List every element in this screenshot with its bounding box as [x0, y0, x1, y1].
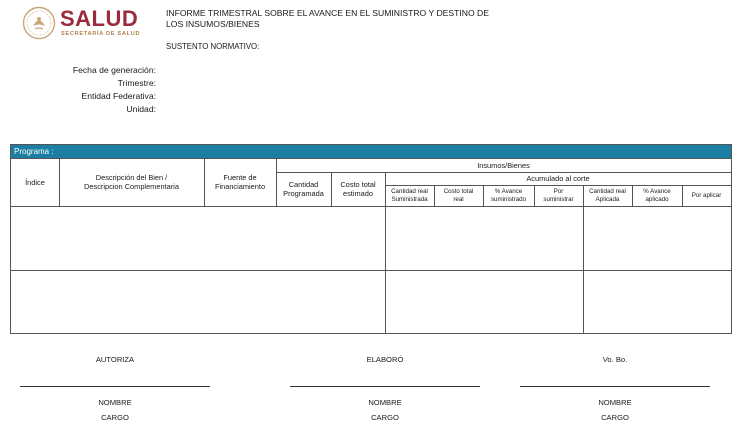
normative-label: SUSTENTO NORMATIVO: [166, 42, 260, 51]
col-description: Descripción del Bien / Descripcion Complementaria [84, 173, 179, 191]
report-title: INFORME TRIMESTRAL SOBRE EL AVANCE EN EL SUMINISTRO Y DESTINO DE LOS INSUMOS/BIENES [166, 8, 489, 29]
header-bottom-line [11, 206, 731, 207]
col-cost-estimated: Costo total estimado [340, 180, 376, 198]
meta-state-label: Entidad Federativa: [81, 91, 156, 101]
col-qty-supplied: Cantidad real Suministrada [391, 187, 428, 203]
meta-quarter-label: Trimestre: [117, 78, 156, 88]
sig-authorizes-position: CARGO [101, 413, 129, 422]
meta-unit-label: Unidad: [126, 104, 156, 114]
sig-authorizes-line [20, 386, 210, 387]
sig-approval-role: Vo. Bo. [602, 355, 628, 364]
col-to-supply: Por suministrar [543, 187, 574, 203]
meta-date-label: Fecha de generación: [72, 65, 156, 75]
sig-prepared-name: NOMBRE [368, 398, 402, 407]
group-insumos: Insumos/Bienes [477, 160, 530, 170]
meta-fields [30, 64, 156, 116]
col-pct-applied: % Avance aplicado [643, 187, 671, 203]
sig-prepared-position: CARGO [371, 413, 399, 422]
col-qty-programmed: Cantidad Programada [283, 180, 324, 198]
logo-word: SALUD [60, 6, 139, 31]
col-cost-real: Costo total real [443, 187, 474, 203]
group-accumulated: Acumulado al corte [526, 174, 590, 183]
salud-logo [22, 6, 162, 40]
col-line-9 [583, 185, 584, 334]
col-pct-supplied: % Avance suministrado [490, 187, 527, 203]
sig-approval-line [520, 386, 710, 387]
col-qty-applied: Cantidad real Aplicada [589, 187, 626, 203]
sig-authorizes-name: NOMBRE [98, 398, 132, 407]
col-index: Índice [25, 177, 45, 187]
sig-prepared-line [290, 386, 480, 387]
col-funding: Fuente de Financiamiento [214, 173, 266, 191]
row-divider-line [11, 270, 731, 271]
logo-subtitle: SECRETARÍA DE SALUD [61, 31, 141, 37]
mexico-seal-icon [22, 6, 56, 40]
sig-approval-name: NOMBRE [598, 398, 632, 407]
sig-authorizes-role: AUTORIZA [95, 355, 135, 364]
program-bar: Programa : [11, 145, 731, 158]
supply-table [10, 144, 732, 334]
sig-prepared-role: ELABORÓ [366, 355, 404, 364]
sig-approval-position: CARGO [601, 413, 629, 422]
col-to-apply: Por aplicar [691, 191, 722, 199]
